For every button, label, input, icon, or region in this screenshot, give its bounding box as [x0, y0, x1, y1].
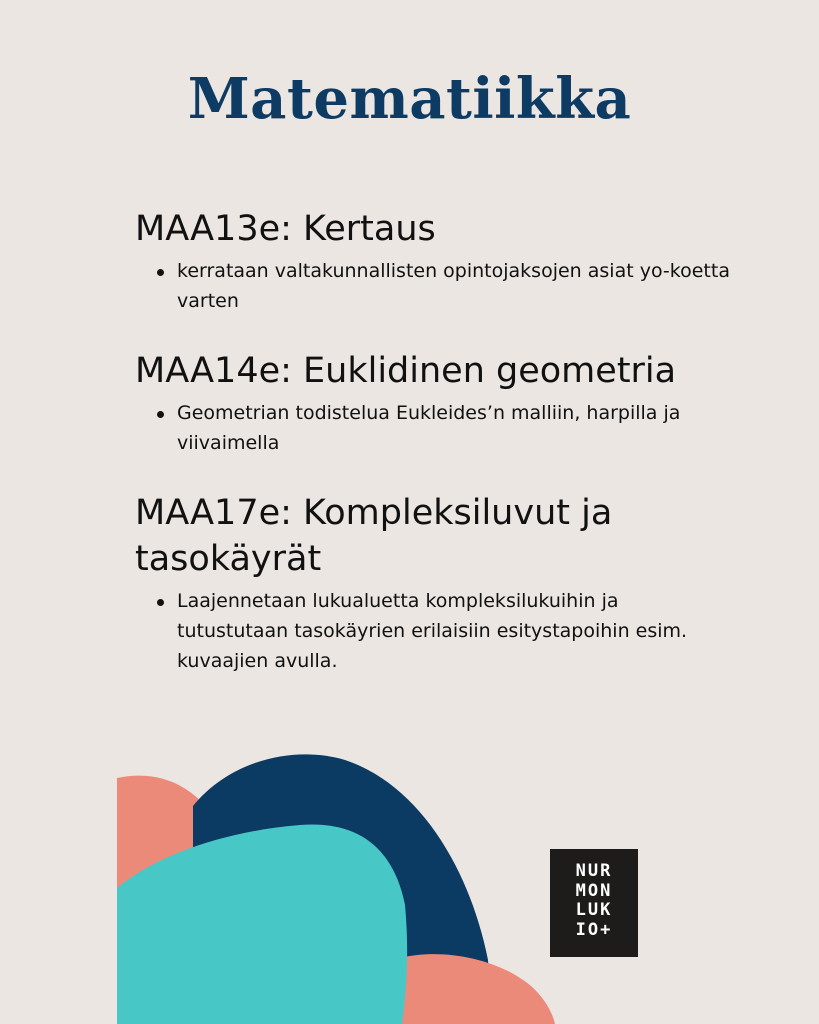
- course-description: Geometrian todistelua Eukleides’n malliin, harpilla ja viivaimella: [177, 402, 681, 454]
- logo-line: NUR: [575, 861, 613, 881]
- logo-line: LUK: [575, 900, 613, 920]
- salmon-blob-right: [400, 954, 555, 1024]
- course-heading: MAA13e: Kertaus: [135, 209, 436, 249]
- course-heading: MAA17e: Kompleksiluvut ja tasokäyrät: [135, 493, 613, 579]
- page-title: Matematiikka: [187, 66, 632, 132]
- course-heading: MAA14e: Euklidinen geometria: [135, 351, 677, 391]
- logo-line: IO+: [575, 919, 613, 940]
- course-description: Laajennetaan lukualuetta kompleksilukuihin ja tutustutaan tasokäyrien erilaisiin esitystapoihin esim. kuvaajien avulla.: [177, 590, 688, 672]
- logo-line: MON: [575, 880, 613, 901]
- nurmon-lukio-logo: [550, 849, 638, 957]
- course-description: kerrataan valtakunnallisten opintojaksojen asiat yo-koetta varten: [177, 260, 730, 312]
